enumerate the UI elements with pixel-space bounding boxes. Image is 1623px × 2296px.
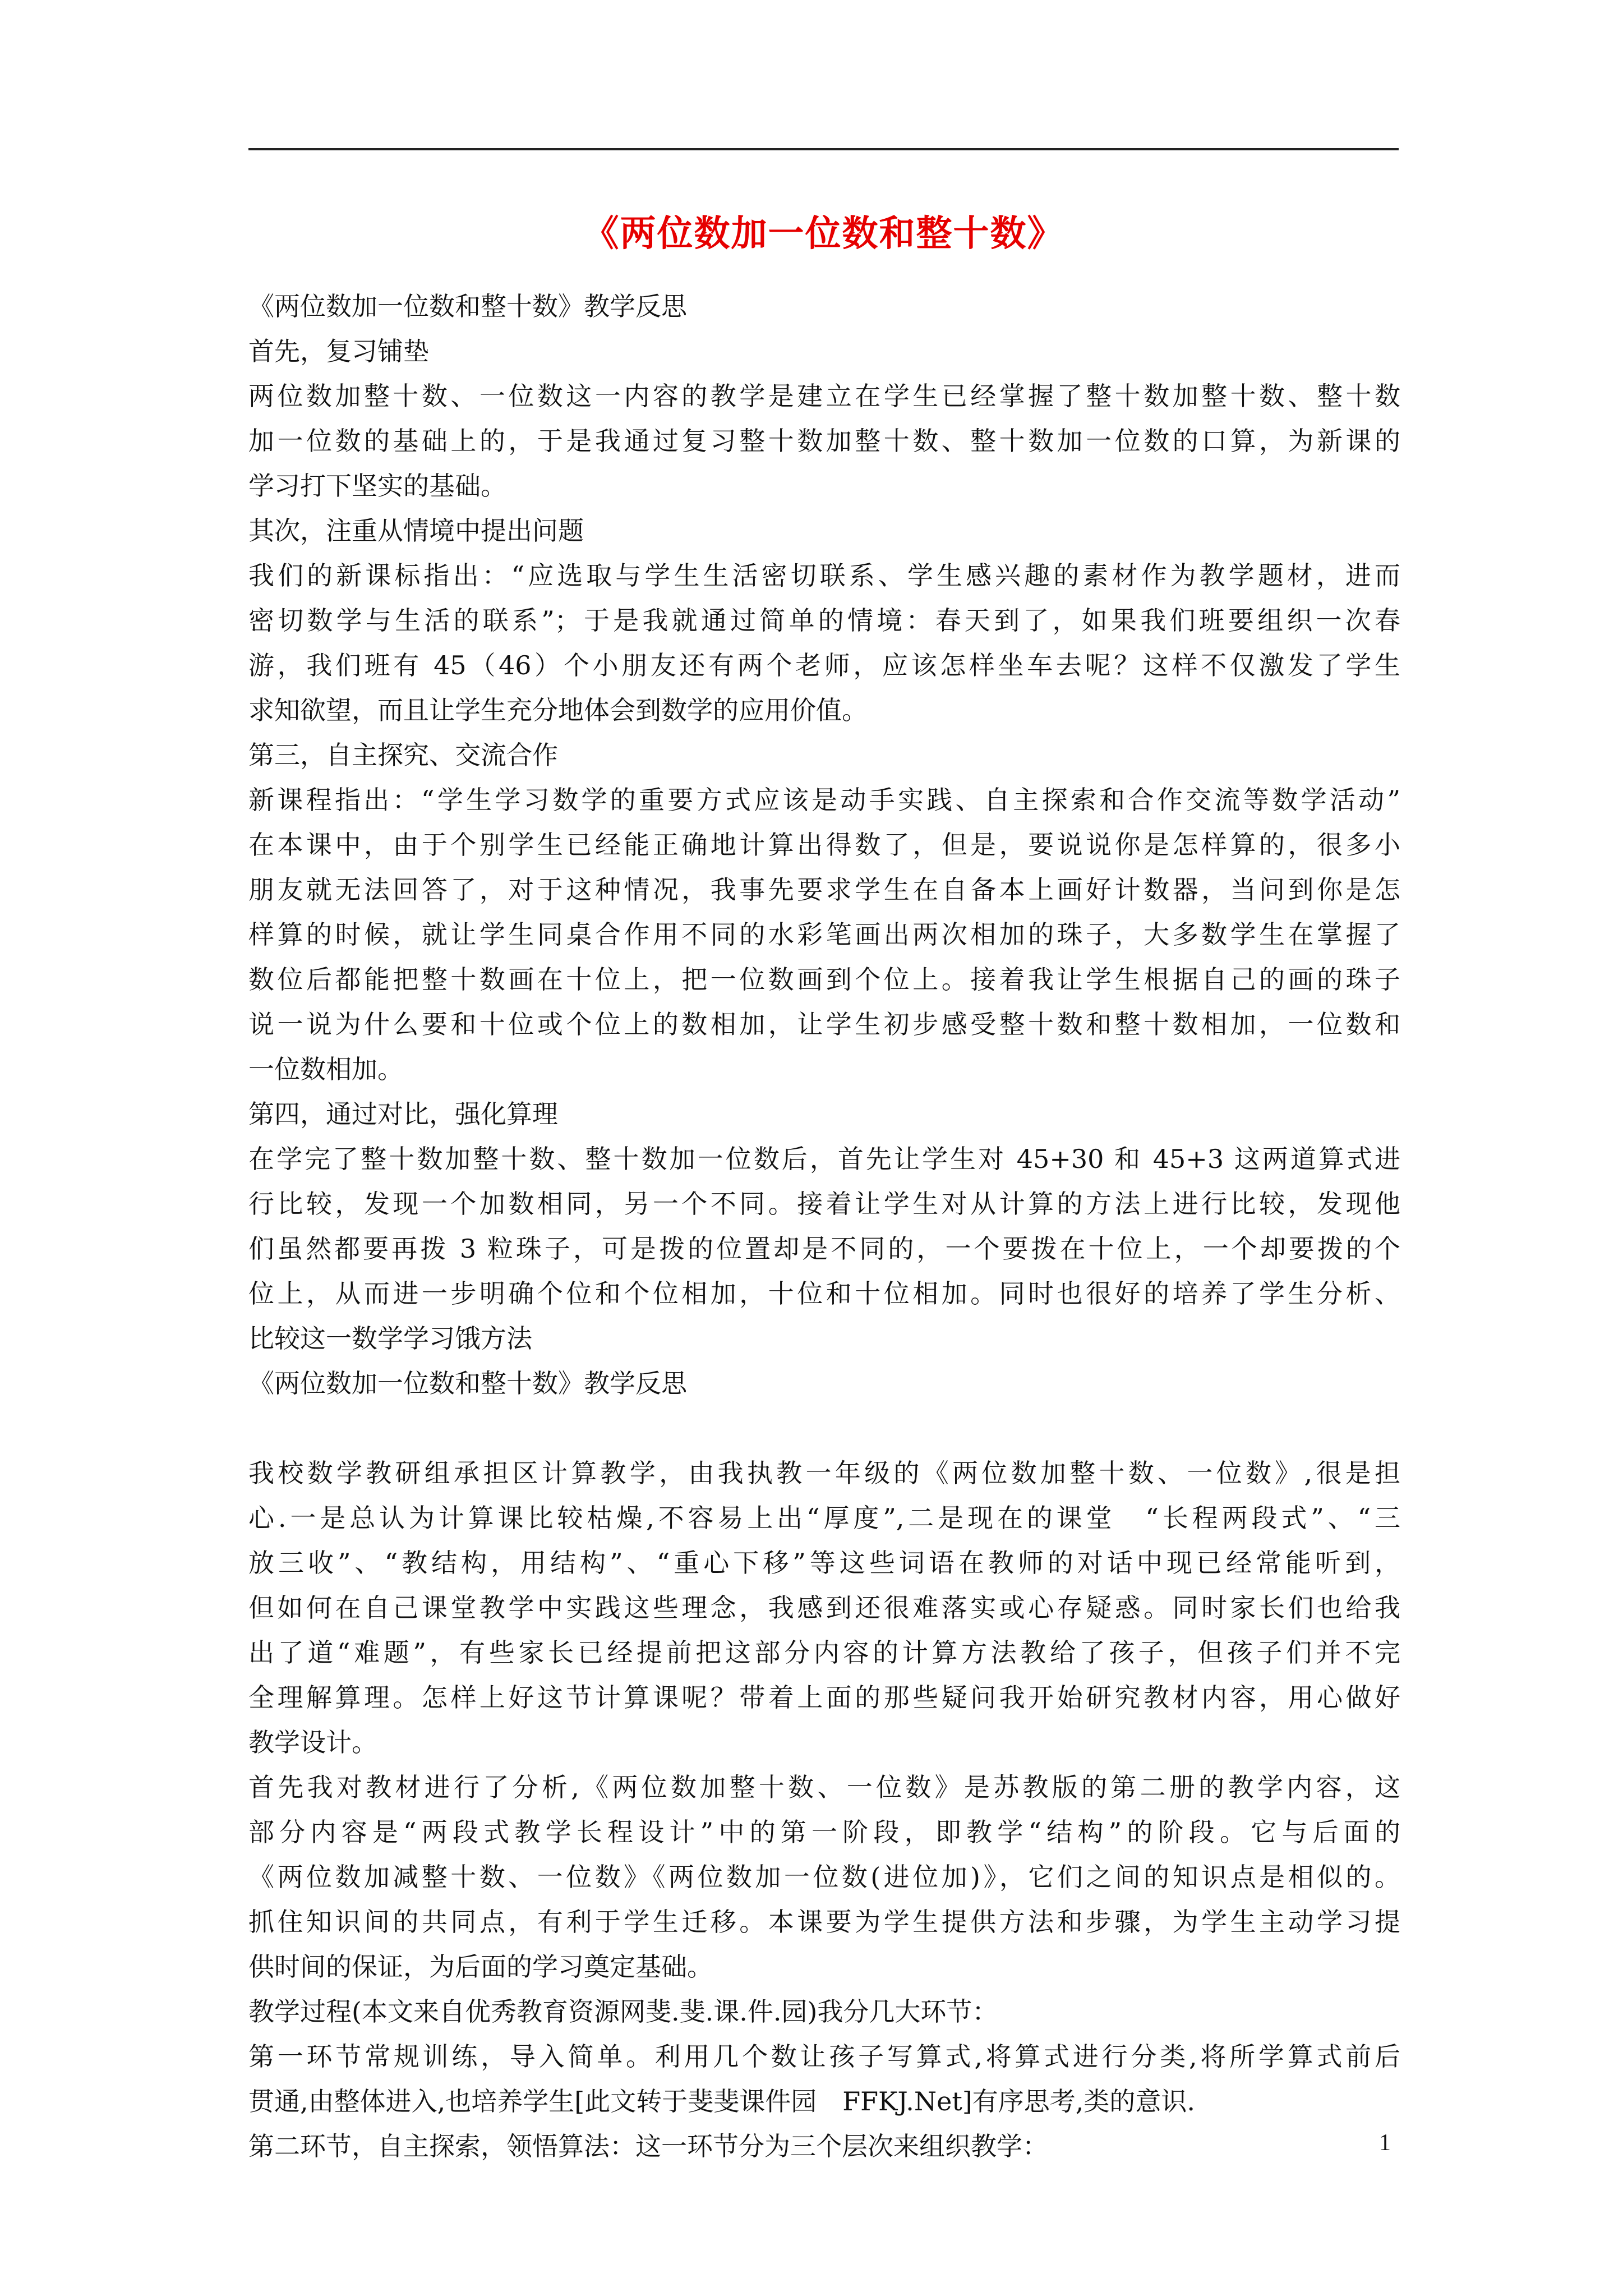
text-line: 在本课中，由于个别学生已经能正确地计算出得数了，但是，要说说你是怎样算的，很多小 — [248, 830, 1400, 860]
text-line: 我校数学教研组承担区计算教学，由我执教一年级的《两位数加整十数、一位数》,很是担 — [248, 1458, 1400, 1488]
text-line: 在学完了整十数加整十数、整十数加一位数后，首先让学生对 45+30 和 45+3 这两道算式进 — [248, 1144, 1400, 1174]
text-line: 心.一是总认为计算课比较枯燥,不容易上出“厚度”,二是现在的课堂 “长程两段式”、“三 — [248, 1503, 1400, 1533]
text-line: 学习打下坚实的基础。 — [248, 471, 506, 501]
text-line: 新课程指出：“学生学习数学的重要方式应该是动手实践、自主探索和合作交流等数学活动” — [248, 785, 1400, 815]
header-rule — [248, 148, 1399, 150]
text-line: 其次，注重从情境中提出问题 — [248, 516, 584, 546]
text-line: 一位数相加。 — [248, 1054, 403, 1084]
text-line: 两位数加整十数、一位数这一内容的教学是建立在学生已经掌握了整十数加整十数、整十数 — [248, 381, 1400, 411]
text-line: 全理解算理。怎样上好这节计算课呢？带着上面的那些疑问我开始研究教材内容，用心做好 — [248, 1682, 1400, 1713]
text-line: 加一位数的基础上的，于是我通过复习整十数加整十数、整十数加一位数的口算，为新课的 — [248, 426, 1400, 456]
text-line: 第一环节常规训练，导入简单。利用几个数让孩子写算式,将算式进行分类,将所学算式前后 — [248, 2041, 1400, 2072]
blank-line — [248, 1406, 1400, 1451]
text-line: 求知欲望，而且让学生充分地体会到数学的应用价值。 — [248, 695, 868, 725]
text-line: 们虽然都要再拨 3 粒珠子，可是拨的位置却是不同的，一个要拨在十位上，一个却要拨的个 — [248, 1234, 1400, 1264]
page-number: 1 — [1379, 2130, 1391, 2156]
text-line: 但如何在自己课堂教学中实践这些理念，我感到还很难落实或心存疑惑。同时家长们也给我 — [248, 1593, 1400, 1623]
text-line: 说一说为什么要和十位或个位上的数相加，让学生初步感受整十数和整十数相加，一位数和 — [248, 1009, 1400, 1039]
text-line: 游，我们班有 45（46）个小朋友还有两个老师，应该怎样坐车去呢？这样不仅激发了学生 — [248, 650, 1400, 680]
text-line: 比较这一数学学习饿方法 — [248, 1323, 532, 1354]
text-line: 《两位数加一位数和整十数》教学反思 — [248, 1368, 687, 1398]
text-line: 《两位数加一位数和整十数》教学反思 — [248, 291, 687, 321]
text-line: 首先我对教材进行了分析,《两位数加整十数、一位数》是苏教版的第二册的教学内容，这 — [248, 1772, 1400, 1802]
text-line: 教学过程(本文来自优秀教育资源网斐.斐.课.件.园)我分几大环节： — [248, 1996, 998, 2027]
text-line: 抓住知识间的共同点，有利于学生迁移。本课要为学生提供方法和步骤，为学生主动学习提 — [248, 1907, 1400, 1937]
text-line: 首先，复习铺垫 — [248, 336, 429, 366]
text-line: 位上，从而进一步明确个位和个位相加，十位和十位相加。同时也很好的培养了学生分析、 — [248, 1278, 1400, 1309]
text-line: 数位后都能把整十数画在十位上，把一位数画到个位上。接着我让学生根据自己的画的珠子 — [248, 964, 1400, 995]
text-line: 出了道“难题”，有些家长已经提前把这部分内容的计算方法教给了孩子，但孩子们并不完 — [248, 1637, 1400, 1668]
text-line: 第四，通过对比，强化算理 — [248, 1099, 558, 1129]
text-line: 行比较，发现一个加数相同，另一个不同。接着让学生对从计算的方法上进行比较，发现他 — [248, 1189, 1400, 1219]
text-line: 教学设计。 — [248, 1727, 377, 1757]
text-line: 我们的新课标指出：“应选取与学生生活密切联系、学生感兴趣的素材作为教学题材，进而 — [248, 560, 1400, 591]
text-line: 《两位数加减整十数、一位数》《两位数加一位数(进位加)》，它们之间的知识点是相似的。 — [248, 1862, 1400, 1892]
text-line: 朋友就无法回答了，对于这种情况，我事先要求学生在自备本上画好计数器，当问到你是怎 — [248, 875, 1400, 905]
text-line: 密切数学与生活的联系”；于是我就通过简单的情境：春天到了，如果我们班要组织一次春 — [248, 605, 1400, 636]
text-line: 贯通,由整体进入,也培养学生[此文转于斐斐课件园 FFKJ.Net]有序思考,类的意识. — [248, 2086, 1196, 2116]
text-line: 样算的时候，就让学生同桌合作用不同的水彩笔画出两次相加的珠子，大多数学生在掌握了 — [248, 919, 1400, 950]
document-title: 《两位数加一位数和整十数》 — [583, 213, 1064, 255]
text-line: 供时间的保证，为后面的学习奠定基础。 — [248, 1952, 713, 1982]
text-line: 第二环节，自主探索，领悟算法：这一环节分为三个层次来组织教学： — [248, 2131, 1048, 2161]
document-body — [248, 284, 1400, 2169]
text-line: 第三，自主探究、交流合作 — [248, 740, 558, 770]
text-line: 放三收”、“教结构，用结构”、“重心下移”等这些词语在教师的对话中现已经常能听到， — [248, 1548, 1400, 1578]
text-line: 部分内容是“两段式教学长程设计”中的第一阶段，即教学“结构”的阶段。它与后面的 — [248, 1817, 1400, 1847]
